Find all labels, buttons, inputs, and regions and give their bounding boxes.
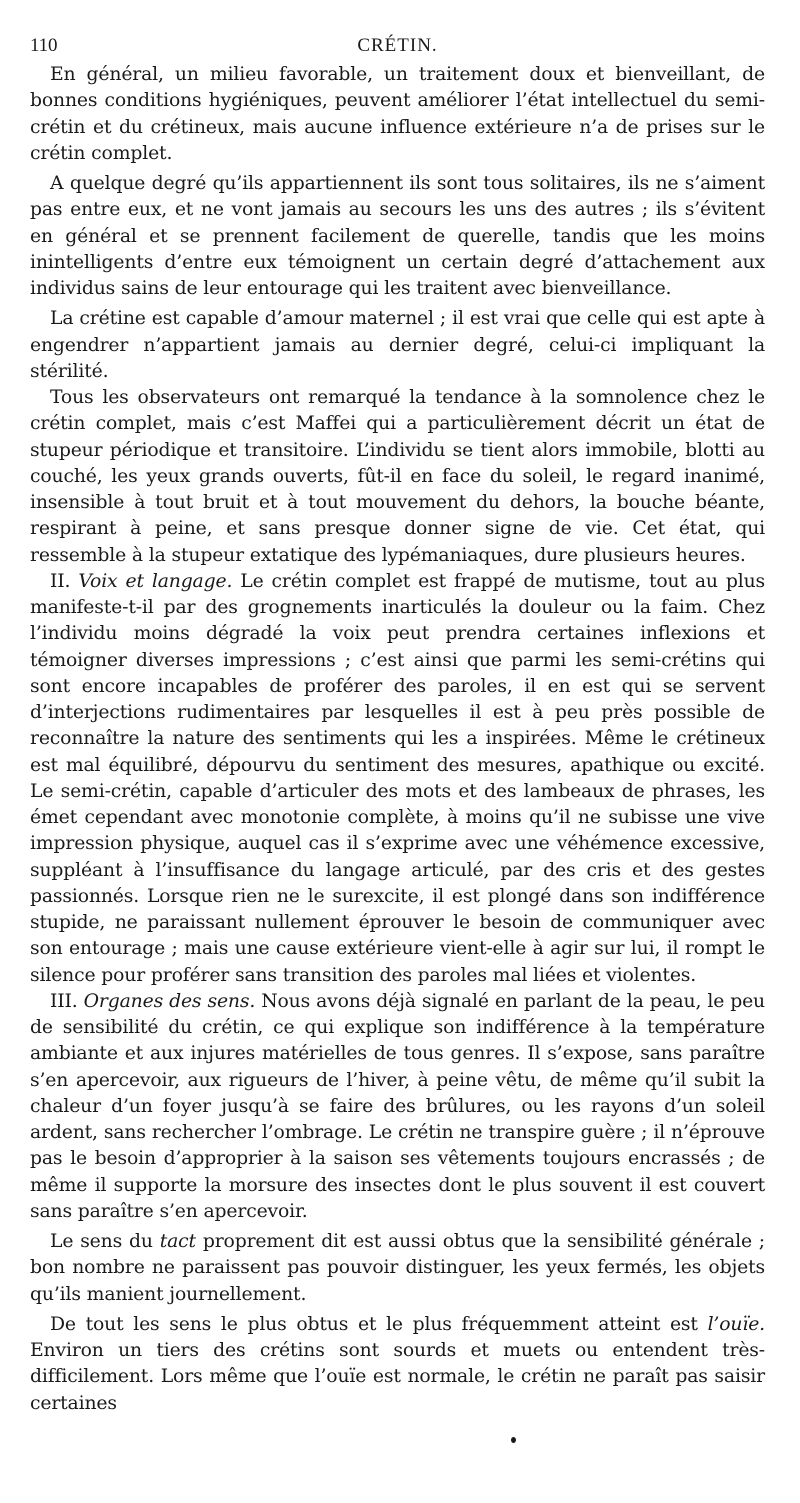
text-segment: De tout les sens le plus obtus et le plus fréquemment atteint est [50, 1313, 698, 1335]
section-numeral: III. [50, 990, 78, 1012]
page-header [30, 30, 765, 62]
italic-term-ouie: l’ouïe. [707, 1313, 765, 1335]
paragraph-organes-sens [30, 989, 765, 1225]
paragraph-somnolence: Tous les observateurs ont remarqué la tendance à la somnolence chez le crétin complet, mais c’est Maffei qui a particulièrement décrit un état de stupeur périodique et transitoire. L’individu se tient alors immobile, blotti au couché, les yeux grands ouverts, fût-il en face du soleil, le regard inanimé, insensible à tout bruit et à tout mouvement du dehors, la bouche béante, respirant à peine, et sans presque donner signe de vie. Cet état, qui ressemble à la stupeur extatique des lypémaniaques, dure plusieurs heures. [30, 387, 765, 566]
paragraph-amour-maternel: La crétine est capable d’amour maternel ; il est vrai que celle qui est apte à engendrer n’appartient jamais au dernier degré, celui-ci impliquant la stérilité. [30, 308, 765, 382]
section-text: Le crétin complet est frappé de mutisme, tout au plus manifeste-t-il par des grognements inarticulés la douleur ou la faim. Chez l’individu moins dégradé la voix peut prendra certaines inflexions et témoigner diverses impressions ; c’est ainsi que parmi les semi-crétins qui sont encore incapables de proférer des paroles, il en est qui se servent d’interjections rudimentaires par lesquelles il est à peu près possible de reconnaître la nature des sentiments qui les a inspirées. Même le crétineux est mal équilibré, dépourvu du sentiment des mesures, apathique ou excité. Le semi-crétin, capable d’articuler des mots et des lambeaux de phrases, les émet cependant avec monotonie complète, à moins qu’il ne subisse une vive impression physique, auquel cas il s’exprime avec une véhémence excessive, suppléant à l’insuffisance du langage articulé, par des cris et des gestes passionnés. Lorsque rien ne le surexcite, il est plongé dans son indifférence stupide, ne paraissant nullement éprouver le besoin de communiquer avec son entourage ; mais une cause extérieure vient-elle à agir sur lui, il rompt le silence pour proférer sans transition des paroles mal liées et violentes. [30, 570, 766, 986]
text-segment: Le sens du [50, 1231, 153, 1252]
paragraph-tact [30, 1229, 765, 1308]
page-number: 110 [30, 35, 58, 56]
paragraph-ouie [30, 1312, 765, 1417]
text-segment: Environ un tiers des crétins sont sourds et muets ou entendent très-difficilement. Lors même que l’ouïe est normale, le crétin ne paraît pas saisir certaines [30, 1340, 765, 1414]
italic-term-tact: tact [159, 1231, 196, 1252]
section-heading-voix-langage: Voix et langage. [78, 570, 233, 592]
paragraph-general-milieu: En général, un milieu favorable, un traitement doux et bienveillant, de bonnes conditions hygiéniques, peuvent améliorer l’état intellectuel du semi-crétin et du crétineux, mais aucune influence extérieure n’a de prises sur le crétin complet. [30, 64, 765, 164]
paragraph-solitaires: A quelque degré qu’ils appartiennent ils sont tous solitaires, ils ne s’aiment pas entre eux, et ne vont jamais au secours les uns des autres ; ils s’évitent en général et se prennent facilement de querelle, tandis que les moins inintelligents d’entre eux témoignent un certain degré d’attachement aux individus sains de leur entourage qui les traitent avec bienveillance. [30, 173, 765, 299]
book-page [30, 30, 765, 1417]
section-text: Nous avons déjà signalé en parlant de la peau, le peu de sensibilité du crétin, ce qui explique son indifférence à la température ambiante et aux injures matérielles de tous genres. Il s’expose, sans paraître s’en apercevoir, aux rigueurs de l’hiver, à peine vêtu, de même qu’il subit la chaleur d’un foyer jusqu’à se faire des brûlures, ou les rayons d’un soleil ardent, sans rechercher l’ombrage. Le crétin ne transpire guère ; il n’éprouve pas le besoin d’approprier à la saison ses vêtements toujours encrassés ; de même il supporte la morsure des insectes dont le plus souvent il est couvert sans paraître s’en apercevoir. [30, 990, 765, 1222]
paragraph-voix-langage [30, 569, 765, 989]
section-numeral: II. [50, 570, 71, 592]
running-title: CRÉTIN. [357, 35, 438, 56]
ink-speck-mark [511, 1437, 516, 1443]
section-heading-organes-sens: Organes des sens. [83, 990, 256, 1012]
text-segment: proprement dit est aussi obtus que la sensibilité générale ; bon nombre ne paraissent pas pouvoir distinguer, les yeux fermés, les objets qu’ils manient journellement. [30, 1231, 765, 1305]
